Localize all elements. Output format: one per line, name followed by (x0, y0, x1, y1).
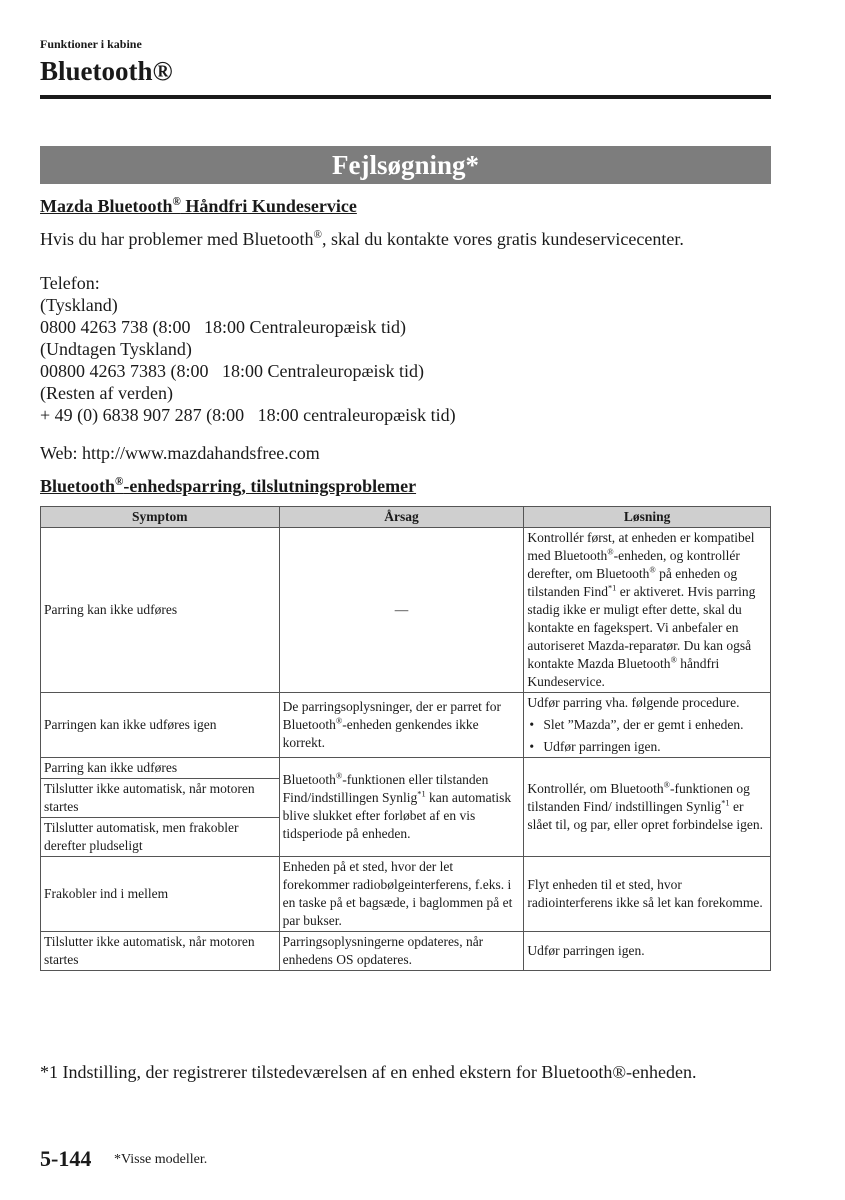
table-row (41, 758, 771, 779)
header-cause: Årsag (279, 507, 524, 528)
contact-line: (Undtagen Tyskland) (40, 339, 192, 359)
solution-text: på enheden og tilstanden Find (527, 566, 738, 599)
pairing-heading (40, 476, 416, 497)
page-title: Bluetooth® (40, 56, 173, 86)
pairing-heading-text: Bluetooth (40, 476, 116, 496)
solution-cell: Flyt enheden til et sted, hvor radiointerferens ikke så let kan forekomme. (524, 857, 771, 932)
cause-text: De parringsoplysninger, der er parret for Bluetooth (282, 699, 501, 732)
troubleshooting-table (40, 506, 771, 971)
cause-text: kan automatisk blive slukket efter forløbet af en vis tidsperiode på enheden. (282, 790, 512, 841)
cause-cell: Parringsoplysningerne opdateres, når enhedens OS opdateres. (279, 932, 524, 971)
intro-text: Hvis du har problemer med Bluetooth (40, 229, 314, 249)
solution-text: -funktionen og tilstanden Find/ indstillingen Synlig (527, 781, 750, 814)
solution-cell (524, 528, 771, 693)
symptom-cell: Tilslutter automatisk, men frakobler derefter pludseligt (41, 818, 280, 857)
table-header-row (41, 507, 771, 528)
registered-mark: ® (663, 780, 671, 790)
contact-line: (Tyskland) (40, 295, 118, 315)
solution-text: er slået til, og par, eller opret forbindelse igen. (527, 799, 763, 832)
cause-cell (279, 693, 524, 758)
registered-mark: ® (115, 476, 124, 488)
bullet-item: • Udfør parringen igen. (527, 738, 767, 756)
contact-line: Telefon: (40, 273, 100, 293)
solution-intro: Udfør parring vha. følgende procedure. (527, 695, 740, 710)
registered-mark: ® (172, 196, 181, 208)
contact-line: (Resten af verden) (40, 383, 173, 403)
section-banner: Fejlsøgning* (40, 146, 771, 184)
symptom-cell: Parring kan ikke udføres (41, 528, 280, 693)
cause-cell: — (279, 528, 524, 693)
symptom-cell: Parring kan ikke udføres (41, 758, 280, 779)
table-row (41, 932, 771, 971)
models-note: *Visse modeller. (114, 1152, 208, 1167)
registered-mark: ® (670, 655, 677, 665)
title-divider (40, 95, 771, 99)
contact-line: + 49 (0) 6838 907 287 (8:00 18:00 centraleuropæisk tid) (40, 405, 456, 425)
footnote-ref: *1 (721, 798, 730, 808)
contact-line: 00800 4263 7383 (8:00 18:00 Centraleuropæisk tid) (40, 361, 424, 381)
contact-block (40, 272, 456, 426)
header-symptom: Symptom (41, 507, 280, 528)
solution-text: håndfri Kundeservice. (527, 656, 720, 689)
table-row (41, 857, 771, 932)
solution-text: -enheden, og kontrollér derefter, om Bluetooth (527, 548, 740, 581)
registered-mark: ® (313, 229, 322, 241)
cause-text: -funktionen eller tilstanden Find/indstillingen Synlig (282, 772, 489, 805)
footnote: *1 Indstilling, der registrerer tilstedeværelsen af en enhed ekstern for Bluetooth®-enheden. (40, 1062, 697, 1082)
registered-mark: ® (335, 716, 343, 726)
service-intro (40, 229, 684, 250)
service-heading-text-end: Håndfri Kundeservice (180, 196, 357, 216)
registered-mark: ® (335, 771, 343, 781)
bullet-item: • Slet ”Mazda”, der er gemt i enheden. (527, 716, 767, 734)
contact-line: 0800 4263 738 (8:00 18:00 Centraleuropæisk tid) (40, 317, 406, 337)
header-solution: Løsning (524, 507, 771, 528)
registered-mark: ® (649, 565, 656, 575)
cause-text: -enheden genkendes ikke korrekt. (282, 717, 479, 750)
service-heading (40, 196, 357, 217)
footnote-ref: *1 (417, 789, 426, 799)
symptom-cell: Tilslutter ikke automatisk, når motoren startes (41, 779, 280, 818)
symptom-cell: Parringen kan ikke udføres igen (41, 693, 280, 758)
footnote-ref: *1 (607, 583, 617, 593)
cause-cell (279, 758, 524, 857)
page-number: 5-144 (40, 1146, 92, 1171)
symptom-cell: Tilslutter ikke automatisk, når motoren startes (41, 932, 280, 971)
solution-cell (524, 693, 771, 758)
solution-text: Kontrollér, om Bluetooth (527, 781, 664, 796)
section-label: Funktioner i kabine (40, 37, 142, 51)
solution-text: Kontrollér først, at enheden er kompatibel med Bluetooth (527, 530, 755, 563)
solution-text: er aktiveret. Hvis parring stadig ikke er muligt efter dette, skal du kontakte en fagekspert. Vi anbefaler en autoriseret Mazda-reparatør. Du kan også kontakte Mazda Bluetooth (527, 584, 756, 671)
service-heading-text: Mazda Bluetooth (40, 196, 173, 216)
intro-text-end: , skal du kontakte vores gratis kundeservicecenter. (321, 229, 684, 249)
solution-cell (524, 758, 771, 857)
table-row (41, 528, 771, 693)
web-address: Web: http://www.mazdahandsfree.com (40, 443, 320, 463)
table-row (41, 693, 771, 758)
registered-mark: ® (607, 547, 614, 557)
pairing-heading-text-end: -enhedsparring, tilslutningsproblemer (123, 476, 417, 496)
symptom-cell: Frakobler ind i mellem (41, 857, 280, 932)
cause-cell: Enheden på et sted, hvor der let forekommer radiobølgeinterferens, f.eks. i en taske på et bagsæde, i baglommen på et par bukser. (279, 857, 524, 932)
solution-cell: Udfør parringen igen. (524, 932, 771, 971)
cause-text: Bluetooth (282, 772, 336, 787)
